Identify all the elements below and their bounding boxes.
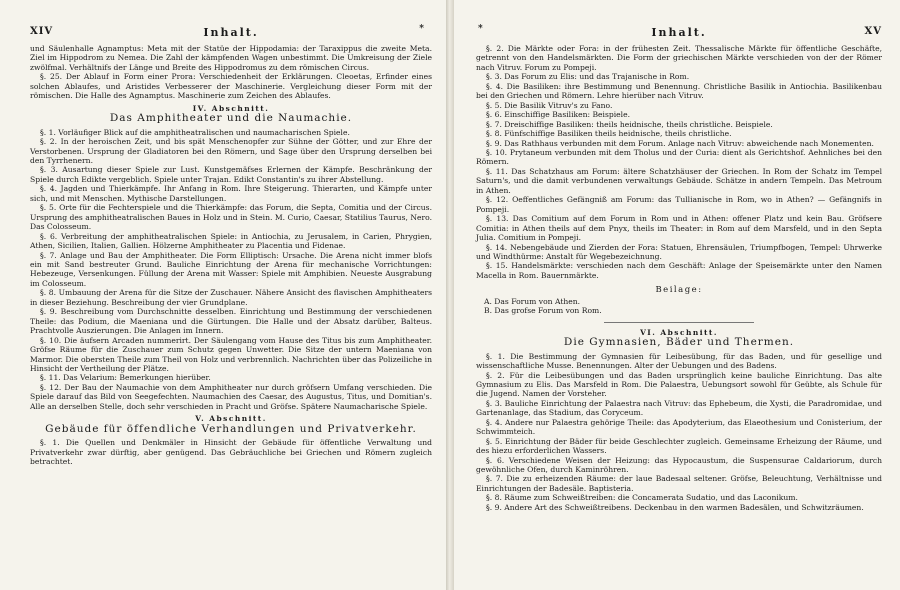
section-6-paragraph: §. 5. Einrichtung der Bäder für beide Geschlechter zugleich. Gemeinsame Erheizung der Räume, und des hiezu erforderlichen Wassers. (476, 436, 882, 456)
section-4-paragraph: §. 1. Vorläufiger Blick auf die amphitheatralischen und naumacharischen Spiele. (40, 127, 350, 137)
section-5-title: Gebäude für öffendliche Verhandlungen und Privatverkehr. (45, 422, 417, 435)
section-5-paragraph: §. 8. Fünfschiffige Basiliken theils heidnische, theils christliche. (486, 129, 732, 139)
beilage-title: Beilage: (655, 285, 703, 296)
left-page-header (30, 26, 432, 44)
right-page-number: XV (864, 26, 882, 37)
section-5-paragraph: §. 14. Nebengebäude und Zierden der Fora: Statuen, Ehrensäulen, Triumpfbogen, Tempel: Uhrwerke und Windthürme: Anstalt für Wegebezeichnung. (476, 242, 882, 261)
section-4-paragraph: §. 9. Beschreibung vom Durchschnitte desselben. Einrichtung und Bestimmung der verschiedenen Theile: das Podium, die Maeniana und die Gürtungen. Die Halle und der Absatz darüber, Balteus. Prachtvolle Auszierungen. Die Anlagen im Innern. (30, 307, 432, 336)
section-5-paragraph: §. 4. Die Basiliken: ihre Bestimmung und Benennung. Christliche Basilik in Antiochia. Basilikenbau bei den Griechen und Römern. Lehre hierüber nach Vitruv. (476, 81, 882, 101)
intro-paragraph: und Säulenhalle Agnamptus: Meta mit der Statüe der Hippodamia: der Taraxippus die zweite Meta. Ziel im Hippodrom zu Nemea. Die Zahl der kämpfenden Wagen unbestimmt. Die Umkreisung der Ziele zwölfmal. Verhältnifs der Länge und Breite des Hippodromus zu dem römischen Circus. (30, 44, 432, 72)
beilage-item: A. Das Forum von Athen. (484, 296, 581, 306)
beilage-item: B. Das grofse Forum von Rom. (484, 306, 602, 316)
section-4-paragraph: §. 2. In der heroischen Zeit, und bis spät Menschenopfer zur Sühne der Götter, und zur Ehre der Verstorbenen. Ursprung der Gladiatoren bei den Römern, und Sage über den Ursprung derselben bei den Tyrrhenern. (30, 137, 432, 165)
section-5-paragraph: §. 3. Das Forum zu Elis: und das Trajanische in Rom. (486, 72, 690, 82)
section-5-paragraph: §. 10. Prytaneum verbunden mit dem Tholus und der Curia: dient als Gerichtshof. Aehnliches bei den Römern. (476, 147, 882, 167)
section-5-paragraph: §. 6. Einschiffige Basiliken: Beispiele. (486, 110, 630, 120)
book-gutter (446, 0, 454, 590)
right-page (454, 0, 900, 590)
intro-paragraph: §. 25. Der Ablauf in Form einer Prora: Verschiedenheit der Erklärungen. Cleoetas, Erfinder eines solchen Ablaufes, und Aristides Verbesserer der Maschinerie. Vergleichung dieser Form mit der römischen. Die Halle des Agnamptus. Maschinerie zum Zeichen des Ablaufes. (30, 72, 432, 101)
section-6-paragraph: §. 2. Für die Leibesübungen und das Baden ursprünglich keine bauliche Einrichtung. Das alte Gymnasium zu Elis. Das Marsfeld in Rom. Die Palaestra, Uebungsort sowohl für Geübte, als Schule für die Jugend. Namen der Vorsteher. (476, 370, 882, 399)
section-4-label: IV. Abschnitt. (192, 103, 270, 113)
section-6-title: Die Gymnasien, Bäder und Thermen. (563, 336, 795, 349)
left-page-text (30, 44, 432, 466)
left-header-title: Inhalt. (203, 26, 259, 39)
section-5-paragraph: §. 15. Handelsmärkte: verschieden nach dem Geschäft: Anlage der Speisemärkte unter den Namen Macella in Rom. Bauernmärkte. (476, 261, 882, 280)
section-5-paragraph: §. 2. Die Märkte oder Fora: in der frühesten Zeit. Thessalische Märkte für öffentliche Geschäfte, getrennt von den Handelsmärkten. Die Form der griechischen Märkte verschieden von der der Römer nach Vitruv. Forum zu Pompeji. (476, 44, 882, 72)
section-4-paragraph: §. 7. Anlage und Bau der Amphitheater. Die Form Elliptisch: Ursache. Die Arena nicht immer blofs ein mit Sand bestreuter Grund. Bauliche Einrichtung der Arena für mechanische Vorrichtungen: Hebezeuge, Versenkungen. Füllung der Arena mit Wasser: Spiele mit Amphibien. Neueste Ausgrabung im Colosseum. (30, 250, 432, 288)
right-header-star: * (478, 24, 485, 34)
section-5-paragraph: §. 9. Das Rathhaus verbunden mit dem Forum. Anlage nach Vitruv: abweichende nach Monementen. (486, 138, 874, 148)
left-page-number: XIV (30, 26, 54, 37)
section-4-paragraph: §. 6. Verbreitung der amphitheatralischen Spiele: in Antiochia, zu Jerusalem, in Carien, Phrygien, Athen, Sicilien, Italien, Gallien. Hölzerne Amphitheater zu Placentia und Fidenae. (30, 231, 432, 251)
section-4-paragraph: §. 12. Der Bau der Naumachie von dem Amphitheater nur durch gröfsern Umfang verschieden. Die Spiele darauf das Bild von Seegefechten. Naumachien des Caesar, des Augustus, Titus, und Domitian's. Alle an derselben Stelle, doch sehr verschieden in Pracht und Gröfse. Spätere Naumacharische Spiele. (30, 382, 432, 411)
section-6-paragraph: §. 1. Die Bestimmung der Gymnasien für Leibesübung, für das Baden, und für gesellige und wissenschaftliche Musse. Benennungen. Alter der Uebungen und des Badens. (476, 351, 882, 371)
section-4-paragraph: §. 4. Jagden und Thierkämpfe. Ihr Anfang in Rom. Ihre Steigerung. Thierarten, und Kämpfe unter sich, und mit Menschen. Mythische Darstellungen. (30, 184, 432, 203)
section-6-paragraph: §. 8. Räume zum Schweißtreiben: die Concamerata Sudatio, und das Laconikum. (486, 493, 798, 503)
left-page (0, 0, 446, 590)
section-6-paragraph: §. 6. Verschiedene Weisen der Heizung: das Hypocaustum, die Suspensurae Caldariorum, durch gewöhnliche Ofen, durch Kaminröhren. (476, 455, 882, 475)
right-page-header (476, 26, 882, 44)
section-4-paragraph: §. 5. Orte für die Fechterspiele und die Thierkämpfe: das Forum, die Septa, Comitia und der Circus. Ursprung des amphitheatralischen Baues in Holz und in Stein. M. Curio, Caesar, Statilius Taurus, Nero. Das Colosseum. (30, 203, 432, 232)
section-6-paragraph: §. 7. Die zu erheizenden Räume: der laue Badesaal seltener. Gröfse, Beleuchtung, Verhältnisse und Einrichtungen der Badesäle. Baptisteria. (476, 474, 882, 493)
section-5-paragraph: §. 1. Die Quellen und Denkmäler in Hinsicht der Gebäude für öffentliche Verwaltung und Privatverkehr zwar dürftig, aber genügend. Das Gebräuchliche bei Griechen und Römern zugleich betrachtet. (30, 438, 432, 467)
beilage-list (476, 297, 882, 316)
section-4-paragraph: §. 8. Umbauung der Arena für die Sitze der Zuschauer. Nähere Ansicht des flavischen Amphitheaters in dieser Beziehung. Beschreibung der vier Grundplane. (30, 288, 432, 307)
section-6-paragraph: §. 3. Bauliche Einrichtung der Palaestra nach Vitruv: das Ephebeum, die Xysti, die Paradromidae, und Gartenanlage, das Stadium, das Coryceum. (476, 398, 882, 418)
section-5-label: V. Abschnitt. (195, 414, 267, 424)
section-5-paragraph: §. 5. Die Basilik Vitruv's zu Fano. (486, 100, 613, 110)
section-4-paragraph: §. 11. Das Velarium: Bemerkungen hierüber. (40, 373, 211, 383)
section-6-label: VI. Abschnitt. (640, 327, 718, 337)
right-header-title: Inhalt. (651, 26, 707, 39)
section-5-paragraph: §. 11. Das Schatzhaus am Forum: ältere Schatzhäuser der Griechen. In Rom der Schatz im Tempel Saturn's, und die damit verbundenen verwaltungs Gebäude. Schätze in andern Tempeln. Das Metroum in Athen. (476, 166, 882, 195)
section-4-title: Das Amphitheater und die Naumachie. (109, 112, 353, 125)
left-header-star: * (419, 24, 426, 34)
section-6-paragraph: §. 4. Andere nur Palaestra gehörige Theile: das Apodyterium, das Elaeothesium und Conisterium, der Schwimmteich. (476, 417, 882, 437)
section-6-paragraph: §. 9. Andere Art des Schweißtreibens. Deckenbau in den warmen Badesälen, und Schwitzräumen. (486, 502, 864, 512)
section-5-paragraph: §. 12. Oeffentliches Gefängniß am Forum: das Tullianische in Rom, wo in Athen? — Gefängnifs in Pompeji. (476, 195, 882, 214)
right-page-text (476, 44, 882, 512)
section-5-paragraph: §. 13. Das Comitium auf dem Forum in Rom und in Athen: offener Platz und kein Bau. Gröfsere Comitia: in Athen theils auf dem Pnyx, theils im Theater: in Rom auf dem Marsfeld, und in den Septa Julia. Comitium in Pompeji. (476, 214, 882, 243)
divider-rule (604, 322, 754, 323)
section-4-paragraph: §. 3. Ausartung dieser Spiele zur Lust. Kunstgemäfses Erlernen der Kämpfe. Beschränkung der Spiele durch Edikte vergeblich. Spiele unter Trajan. Edikt Constantin's zu ihrer Abstellung. (30, 165, 432, 184)
section-4-paragraph: §. 10. Die äufsern Arcaden nummerirt. Der Säulengang vom Hause des Titus bis zum Amphitheater. Gröfse Räume für die Zuschauer zum Schutz gegen Unwetter. Die Sitze der untern Maeniana von Marmor. Die obersten Theile zum Theil von Holz und verbrennlich. Nachrichten über das Polizeiliche in Hinsicht der Vertheilung der Plätze. (30, 335, 432, 373)
section-5-paragraph: §. 7. Dreischiffige Basiliken: theils heidnische, theils christliche. Beispiele. (486, 119, 773, 129)
